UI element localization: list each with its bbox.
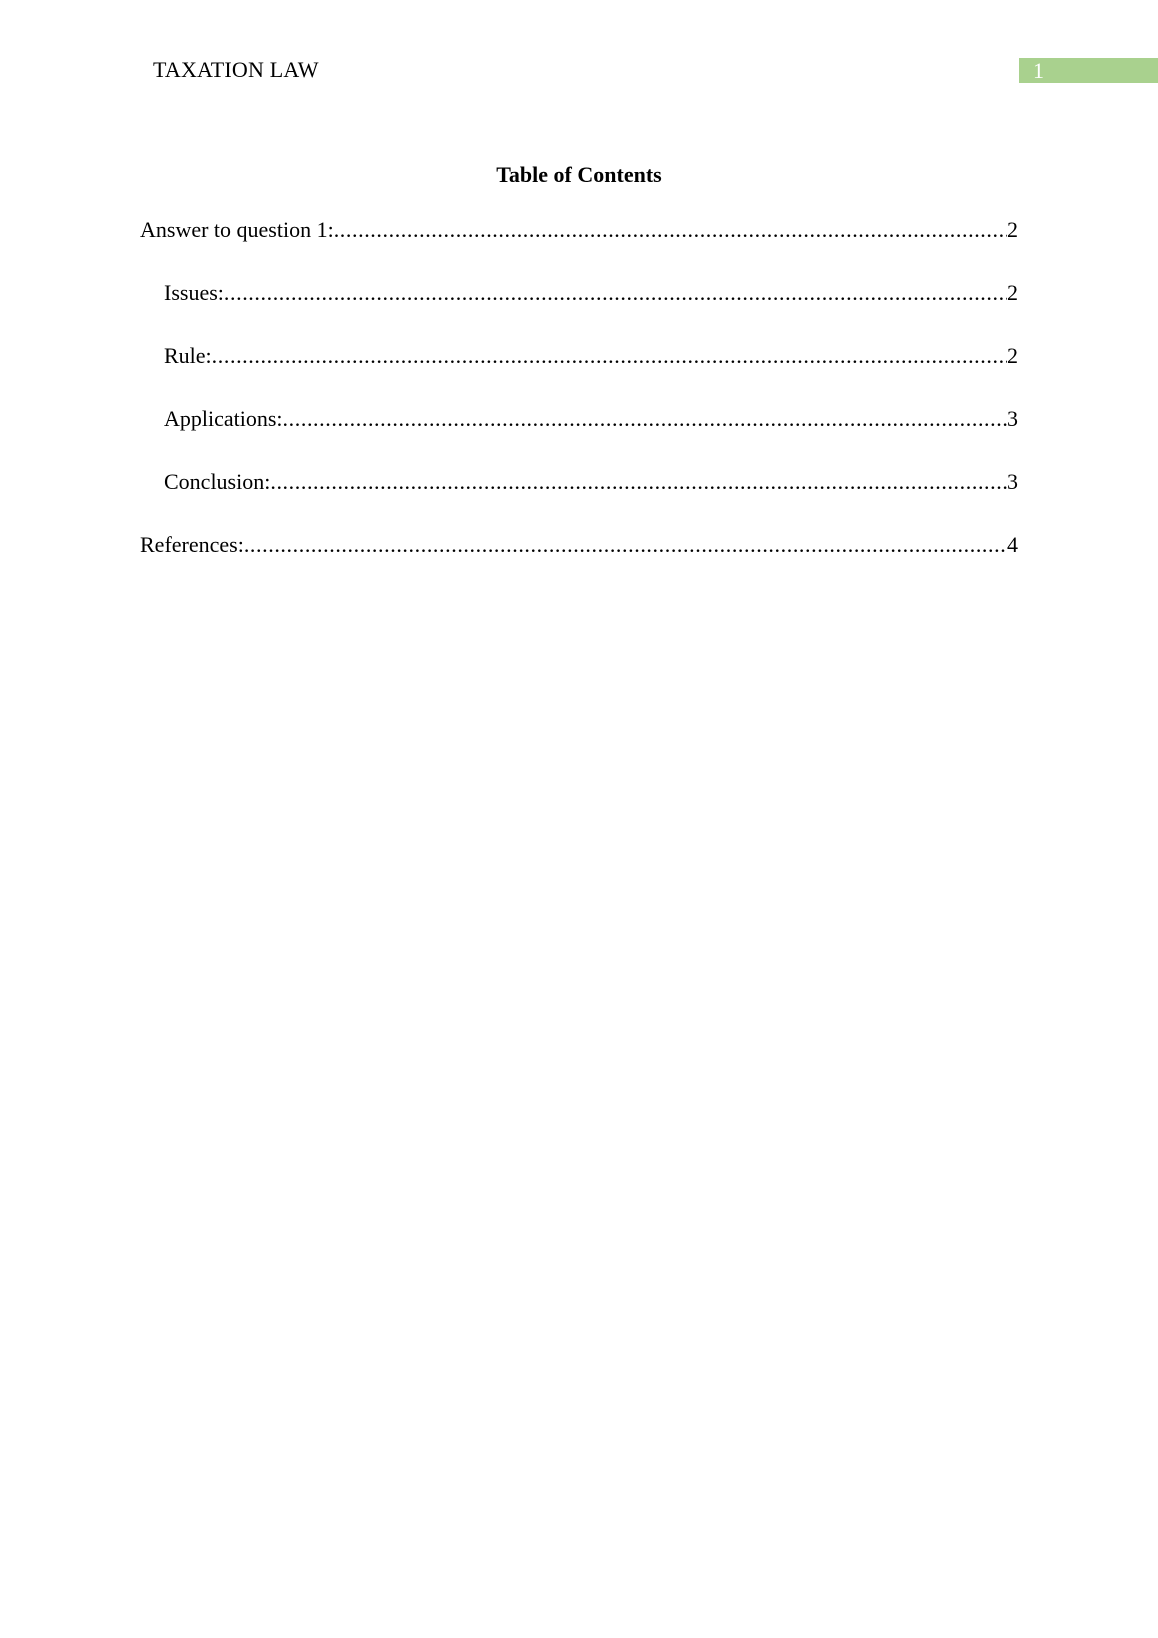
toc-dot-leader (334, 216, 1007, 244)
toc-entry-page: 2 (1007, 280, 1018, 305)
toc-entry-page: 3 (1007, 469, 1018, 494)
toc-dot-leader (212, 342, 1007, 370)
toc-dot-leader (224, 279, 1007, 307)
toc-entry-page: 2 (1007, 343, 1018, 368)
toc-entry-page: 4 (1007, 532, 1018, 557)
toc-heading: Table of Contents (496, 162, 662, 187)
toc-entry-issues[interactable] (140, 279, 1018, 307)
toc-entry-references[interactable] (140, 531, 1018, 559)
page-number-badge: 1 (1019, 58, 1158, 83)
toc-dot-leader (270, 468, 1007, 496)
toc-entry-page: 3 (1007, 406, 1018, 431)
toc-entry-conclusion[interactable] (140, 468, 1018, 496)
toc-entry-label: Answer to question 1: (140, 217, 334, 242)
toc-entry-label: Issues: (164, 280, 224, 305)
toc-entry-label: Applications: (164, 406, 283, 431)
table-of-contents (140, 216, 1018, 594)
toc-entry-rule[interactable] (140, 342, 1018, 370)
toc-entry-applications[interactable] (140, 405, 1018, 433)
toc-entry-label: References: (140, 532, 244, 557)
running-header-title: TAXATION LAW (153, 57, 319, 82)
toc-entry-label: Conclusion: (164, 469, 271, 494)
toc-entry-label: Rule: (164, 343, 212, 368)
toc-dot-leader (244, 531, 1007, 559)
toc-entry-answer-to-question-1[interactable] (140, 216, 1018, 244)
toc-entry-page: 2 (1007, 217, 1018, 242)
toc-dot-leader (283, 405, 1007, 433)
